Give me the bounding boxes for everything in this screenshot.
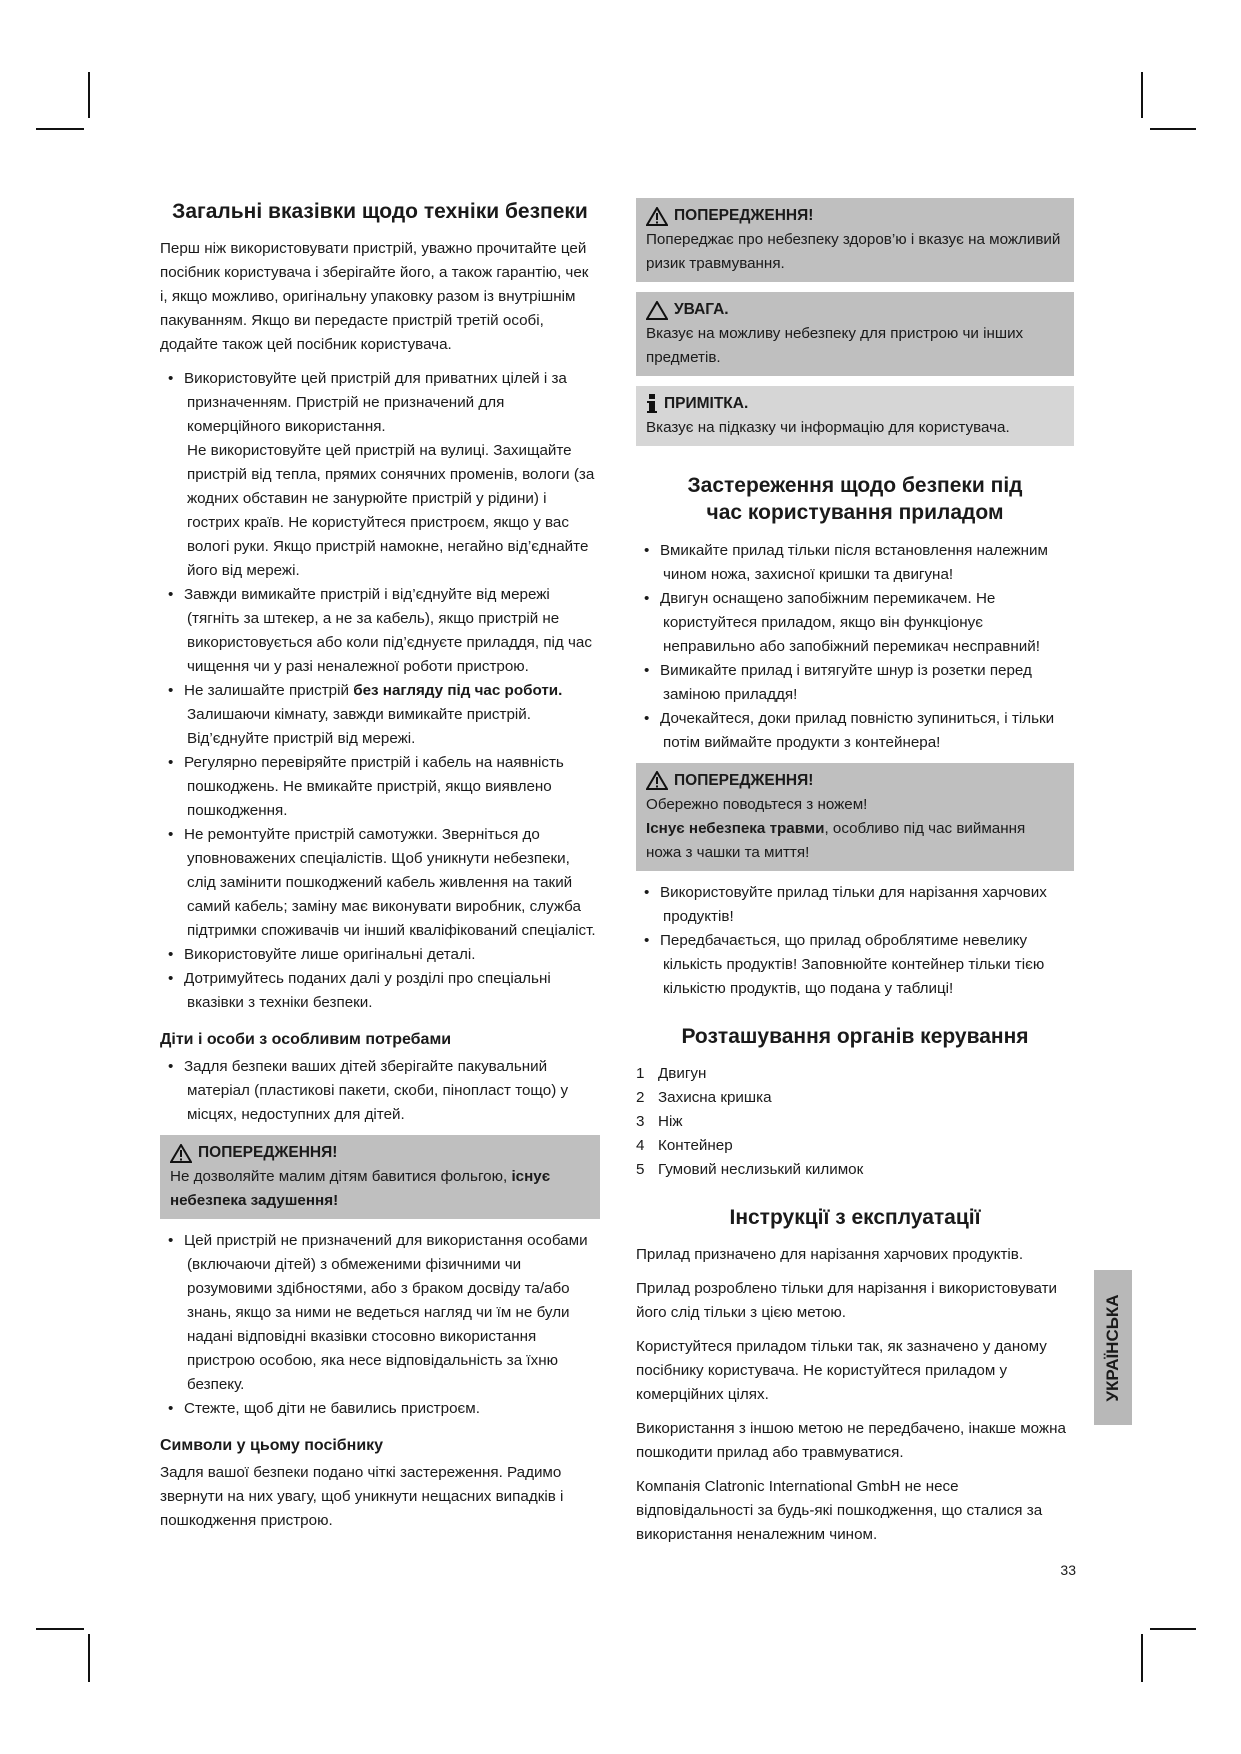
- crop-mark: [1150, 128, 1196, 130]
- section-title-usage-safety: Застереження щодо безпеки під час користування приладом: [687, 474, 1023, 525]
- note-text: Вказує на підказку чи інформацію для користувача.: [646, 419, 1010, 436]
- language-tab: [1094, 1270, 1132, 1425]
- list-item: • Завжди вимикайте пристрій і від’єднуйте від мережі (тягніть за штекер, а не за кабель), якщо пристрій не використовується або коли під’єднуєте приладдя, під час чищення чи у разі неналежної роботи пристрою.: [168, 586, 592, 676]
- warning-text: Існує небезпека травми, особливо під час виймання ножа з чашки та миття!: [646, 819, 1026, 861]
- warning-box: [636, 763, 1074, 871]
- paragraph: Компанія Clatronic International GmbH не несе відповідальності за будь-які пошкодження, що сталися за використання неналежним чином.: [636, 1478, 1043, 1544]
- list-item: • Двигун оснащено запобіжним перемикачем. Не користуйтеся приладом, якщо він функціонує неправильно або запобіжний перемикач несправний!: [644, 589, 1040, 655]
- warning-triangle-icon: [646, 207, 668, 226]
- left-column: [160, 190, 600, 1543]
- symbols-heading: Символи у цьому посібнику: [160, 1437, 384, 1455]
- note-box: [636, 386, 1074, 446]
- info-icon: [646, 394, 658, 414]
- list-item: • Не ремонтуйте пристрій самотужки. Зверніться до уповноважених спеціалістів. Щоб уникнути небезпеки, слід замінити пошкоджений кабель живлення на такий самий кабель; заміну має виконувати виробник, служба підтримки споживачів чи інший кваліфікований спеціаліст.: [168, 826, 596, 940]
- crop-mark: [36, 1628, 84, 1630]
- paragraph: Прилад призначено для нарізання харчових продуктів.: [636, 1246, 1024, 1264]
- usage-safety-list: [636, 539, 1074, 755]
- caution-triangle-icon: [646, 301, 668, 320]
- crop-mark: [88, 1634, 90, 1682]
- list-item: • Вимикайте прилад і витягуйте шнур із розетки перед заміною приладдя!: [644, 661, 1032, 703]
- warning-title: ПОПЕРЕДЖЕННЯ!: [674, 771, 814, 789]
- safety-list: [160, 367, 600, 1015]
- list-item: • Використовуйте цей пристрій для приватних цілей і за призначенням. Пристрій не призначений для комерційного використання. Не використовуйте цей пристрій на вулиці. Захищайте пристрій від тепла, прямих сонячних променів, вологи (за жодних обставин не занурюйте пристрій у рідини) і гострих країв. Не користуйтеся пристроєм, якщо у вас вологі руки. Якщо пристрій намокне, негайно від’єднайте його від мережі.: [168, 370, 595, 580]
- section-title-safety: Загальні вказівки щодо техніки безпеки: [172, 200, 588, 223]
- language-tab-label: УКРАЇНСЬКА: [1103, 1294, 1122, 1402]
- crop-mark: [36, 128, 84, 130]
- warning-text: Не дозволяйте малим дітям бавитися фольгою, існує небезпека задушення!: [170, 1168, 551, 1210]
- warning-triangle-icon: [646, 771, 668, 790]
- caution-title: УВАГА.: [674, 301, 729, 318]
- list-item: • Стежте, щоб діти не бавились пристроєм.: [168, 1400, 480, 1418]
- list-item: 4 Контейнер: [636, 1136, 733, 1154]
- list-item: • Цей пристрій не призначений для використання особами (включаючи дітей) з обмеженими фізичними чи розумовими здібностями, або з браком досвіду та/або знань, якщо за ними не ведеться нагляд чи їм не були надані відповідні вказівки стосовно використання пристрою особою, яка несе відповідальність за їхню безпеку.: [168, 1232, 588, 1394]
- page-number: 33: [1060, 1562, 1076, 1578]
- right-column: [636, 198, 1074, 1557]
- paragraph: Використання з іншою метою не передбачено, інакше можна пошкодити прилад або травмуватися.: [636, 1420, 1066, 1462]
- warning-text: Попереджає про небезпеку здоров’ю і вказує на можливий ризик травмування.: [646, 231, 1061, 272]
- caution-box: [636, 292, 1074, 376]
- list-item: • Передбачається, що прилад оброблятиме невелику кількість продуктів! Заповнюйте контейнер тільки тією кількістю продуктів, що подана у таблиці!: [644, 931, 1045, 997]
- warning-box: [160, 1135, 600, 1219]
- list-item: 5 Гумовий неслизький килимок: [636, 1160, 864, 1178]
- section-title-controls: Розташування органів керування: [681, 1024, 1029, 1048]
- section-title-instructions: Інструкції з експлуатації: [729, 1205, 981, 1229]
- warning-text: Обережно поводьтеся з ножем!: [646, 795, 868, 813]
- paragraph: Прилад розроблено тільки для нарізання і використовувати його слід тільки з цією метою.: [636, 1280, 1058, 1322]
- warning-title: ПОПЕРЕДЖЕННЯ!: [674, 207, 814, 224]
- list-item: 3 Ніж: [636, 1112, 683, 1130]
- note-title: ПРИМІТКА.: [664, 395, 749, 412]
- warning-triangle-icon: [170, 1144, 192, 1163]
- children-heading: Діти і особи з особливим потребами: [160, 1031, 452, 1049]
- warning-box: [636, 198, 1074, 282]
- list-item: • Дотримуйтесь поданих далі у розділі про спеціальні вказівки з техніки безпеки.: [168, 970, 551, 1012]
- list-item: • Задля безпеки ваших дітей зберігайте пакувальний матеріал (пластикові пакети, скоби, пінопласт тощо) у місцях, недоступних для дітей.: [168, 1058, 569, 1124]
- paragraph: Користуйтеся приладом тільки так, як зазначено у даному посібнику користувача. Не користуйтеся приладом у комерційних цілях.: [636, 1338, 1047, 1404]
- crop-mark: [1141, 72, 1143, 118]
- children-list-2: [160, 1229, 600, 1421]
- intro-paragraph: Перш ніж використовувати пристрій, уважно прочитайте цей посібник користувача і зберігайте його, а також гарантію, чек і, якщо можливо, оригінальну упаковку разом із внутрішнім пакуванням. Якщо ви передасте пристрій третій особі, додайте також цей посібник користувача.: [160, 240, 589, 354]
- list-item: • Використовуйте лише оригінальні деталі.: [168, 946, 476, 964]
- crop-mark: [88, 72, 90, 118]
- list-item: • Не залишайте пристрій без нагляду під час роботи. Залишаючи кімнату, завжди вимикайте пристрій. Від’єднуйте пристрій від мережі.: [168, 682, 563, 748]
- usage-safety-list-2: [636, 881, 1074, 1001]
- children-list: [160, 1055, 600, 1127]
- warning-title: ПОПЕРЕДЖЕННЯ!: [198, 1144, 338, 1162]
- crop-mark: [1141, 1634, 1143, 1682]
- crop-mark: [1150, 1628, 1196, 1630]
- list-item: 2 Захисна кришка: [636, 1088, 772, 1106]
- list-item: • Використовуйте прилад тільки для нарізання харчових продуктів!: [644, 883, 1047, 925]
- list-item: • Дочекайтеся, доки прилад повністю зупиниться, і тільки потім виймайте продукти з контейнера!: [644, 709, 1055, 751]
- caution-text: Вказує на можливу небезпеку для пристрою чи інших предметів.: [646, 325, 1024, 366]
- list-item: • Вмикайте прилад тільки після встановлення належним чином ножа, захисної кришки та двигуна!: [644, 541, 1048, 583]
- controls-list: [636, 1062, 1074, 1182]
- symbols-paragraph: Задля вашої безпеки подано чіткі застереження. Радимо звернути на них увагу, щоб уникнути нещасних випадків і пошкодження пристрою.: [160, 1464, 564, 1530]
- list-item: • Регулярно перевіряйте пристрій і кабель на наявність пошкоджень. Не вмикайте пристрій, якщо виявлено пошкодження.: [168, 754, 564, 820]
- list-item: 1 Двигун: [636, 1064, 707, 1082]
